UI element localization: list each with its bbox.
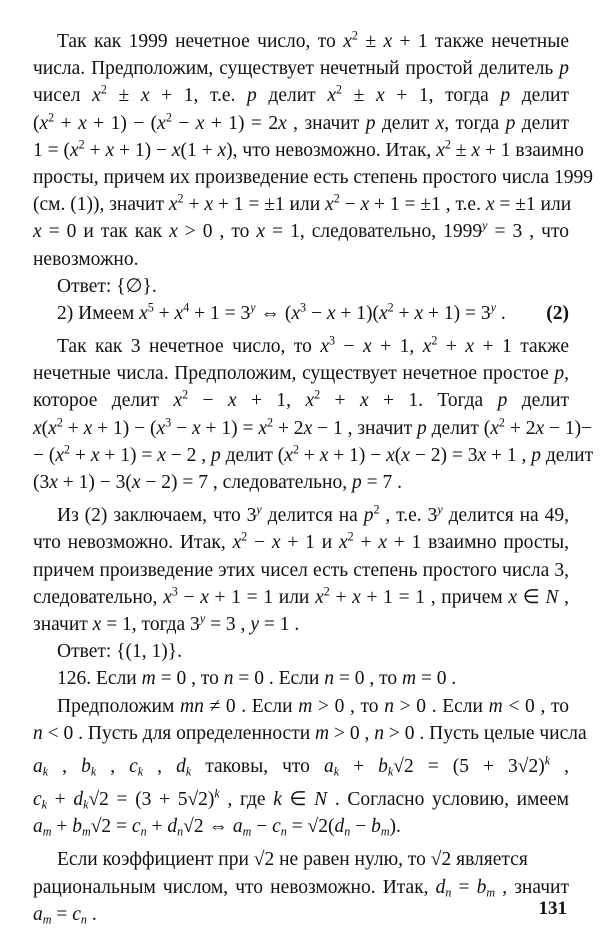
text-line: числа. Предположим, существует нечетный простой делитель p (33, 58, 569, 80)
text-line: рациональным числом, что невозможно. Итак, $d_n = b_m$ , значит (33, 876, 569, 900)
text-line: значит x = 1, тогда $3^y = 3$ , y = 1 . (33, 611, 300, 635)
page-body (33, 28, 594, 928)
text-line: Из (2) заключаем, что 3$^y$ делится на $p^2$ , т.е. 3$^y$ делится на 49, (57, 502, 569, 527)
text-line: нечетные числа. Предположим, существует нечетное простое p, (33, 363, 569, 385)
text-line: Так как 1999 нечетное число, то $x^2 \pm x + 1$ также нечетные (57, 28, 569, 52)
text-line: Если коэффициент при √2 не равен нулю, то √2 является (57, 849, 528, 871)
text-line: $a_m = c_n$ . (33, 903, 97, 927)
text-line: причем произведение этих чисел есть степень простого числа 3, (33, 559, 569, 581)
text-line: $c_k + d_k√2 = (3 + 5√2)^k$ , где k ∈ N . Согласно условию, имеем (33, 786, 570, 812)
text-line: 126. Если m = 0 , то n = 0 . Если n = 0 , то m = 0 . (57, 668, 457, 690)
text-line: (см. (1)), значит $x^2 + x + 1 = \pm 1$ или $x^2 - x + 1 = \pm 1$ , т.е. x = ±1 или (33, 191, 572, 216)
text-line: $a_k$ , $b_k$ , $c_k$ , $d_k$ таковы, что $a_k + b_k√2 = (5 + 3√2)^k$ , (33, 753, 570, 779)
text-line: следовательно, $x^3 - x + 1 = 1$ или $x^2 + x + 1 = 1$ , причем x ∈ N , (33, 584, 569, 608)
text-line: невозможно. (33, 248, 139, 270)
text-line: что невозможно. Итак, $x^2 - x + 1$ и $x^2 + x + 1$ взаимно просты, (33, 529, 569, 554)
text-line: $(x^2 + x + 1) - (x^2 - x + 1) = 2x$ , значит p делит x, тогда p делит (33, 110, 570, 134)
text-line: Так как 3 нечетное число, то $x^3 - x + 1$, $x^2 + x + 1$ также (57, 333, 569, 358)
text-line: 2) Имеем $x^5 + x^4 + 1 = 3^y$ ⇔ $(x^3 - x + 1)(x^2 + x + 1) = 3^y$ . (2) (57, 300, 569, 324)
text-line: чисел $x^2 \pm x + 1$, т.е. p делит $x^2 \pm x + 1$, тогда p делит (33, 82, 569, 107)
text-line: Ответ: {(1, 1)}. (57, 641, 182, 663)
text-line: (3x + 1) − 3(x − 2) = 7 , следовательно, p = 7 . (33, 472, 402, 493)
text-line: которое делит $x^2 - x + 1$, $x^2 + x + 1$. Тогда p делит (33, 387, 570, 412)
text-line: просты, причем их произведение есть степень простого числа 1999 (33, 166, 593, 188)
text-line: Предположим mn ≠ 0 . Если m > 0 , то n > 0 . Если m < 0 , то (57, 695, 569, 717)
text-line: n < 0 . Пусть для определенности m > 0 , n > 0 . Пусть целые числа (33, 722, 587, 744)
text-line: $1 = (x^2 + x + 1) - x(1 + x)$, что невозможно. Итак, $x^2 \pm x + 1$ взаимно (33, 137, 584, 161)
text-line: Ответ: {∅}. (57, 275, 157, 297)
text-line: $a_m + b_m√2 = c_n + d_n√2$ ⇔ $a_m - c_n = √2(d_n - b_m)$. (33, 816, 401, 839)
text-line: x = 0 и так как x > 0 , то x = 1, следовательно, $1999^y = 3$ , что (33, 218, 569, 243)
text-line: $x(x^2 + x + 1) - (x^3 - x + 1) = x^2 + 2x - 1$ , значит p делит $(x^2 + 2x - 1)-$ (33, 415, 593, 439)
page-number: 131 (538, 898, 567, 919)
text-line: − $(x^2 + x + 1) = x - 2$ , p делит $(x^2 + x + 1) - x(x - 2) = 3x + 1$ , p делит (33, 442, 594, 466)
